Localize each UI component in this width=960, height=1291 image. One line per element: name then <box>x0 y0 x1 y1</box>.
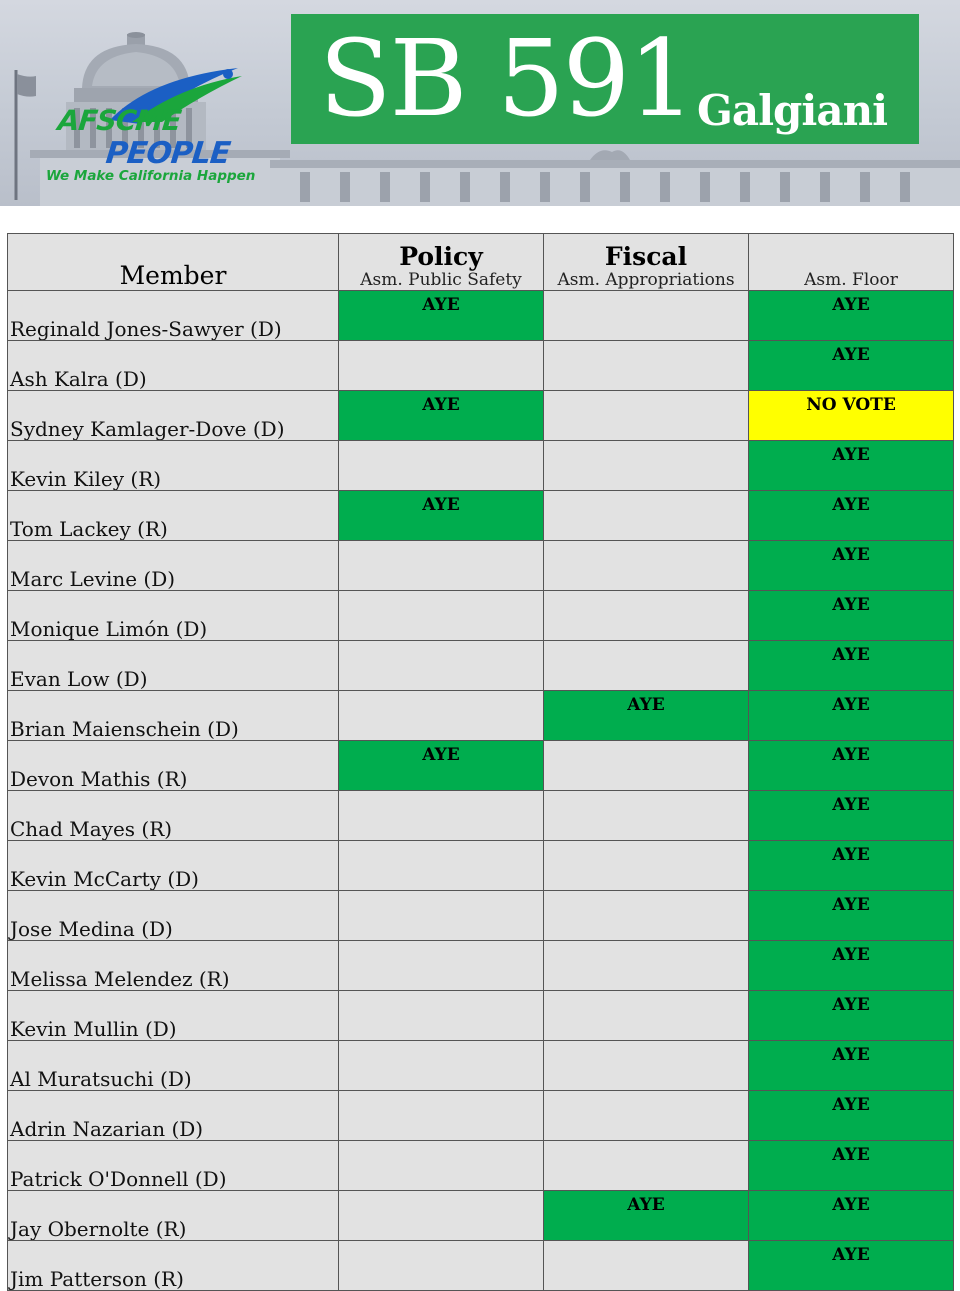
member-column-header: Member <box>8 234 339 291</box>
table-row <box>8 941 954 991</box>
floor-vote-cell: AYE <box>749 691 954 741</box>
member-name: Kevin Kiley (R) <box>8 441 339 491</box>
fiscal-vote-cell <box>544 341 749 391</box>
bill-author: Galgiani <box>697 86 888 135</box>
fiscal-vote-cell <box>544 841 749 891</box>
table-row <box>8 691 954 741</box>
table-row <box>8 1041 954 1091</box>
fiscal-header-committee: Asm. Appropriations <box>557 270 735 290</box>
table-row <box>8 891 954 941</box>
policy-header-committee: Asm. Public Safety <box>360 270 522 290</box>
logo-tagline: We Make California Happen <box>46 168 256 184</box>
fiscal-vote-cell <box>544 1141 749 1191</box>
member-name: Brian Maienschein (D) <box>8 691 339 741</box>
policy-vote-cell <box>339 891 544 941</box>
floor-vote-cell: AYE <box>749 841 954 891</box>
floor-vote-cell: AYE <box>749 491 954 541</box>
policy-vote-cell <box>339 991 544 1041</box>
bill-title-box <box>291 14 919 144</box>
member-name: Melissa Melendez (R) <box>8 941 339 991</box>
vote-table <box>7 233 954 1291</box>
floor-vote-cell: NO VOTE <box>749 391 954 441</box>
policy-vote-cell: AYE <box>339 741 544 791</box>
member-name: Adrin Nazarian (D) <box>8 1091 339 1141</box>
table-row <box>8 791 954 841</box>
member-name: Ash Kalra (D) <box>8 341 339 391</box>
table-row <box>8 591 954 641</box>
member-name: Chad Mayes (R) <box>8 791 339 841</box>
fiscal-vote-cell <box>544 491 749 541</box>
vote-table-body <box>8 291 954 1291</box>
table-row <box>8 1241 954 1291</box>
fiscal-header-title: Fiscal <box>604 242 688 271</box>
fiscal-vote-cell <box>544 941 749 991</box>
floor-vote-cell: AYE <box>749 791 954 841</box>
table-row <box>8 491 954 541</box>
member-name: Jay Obernolte (R) <box>8 1191 339 1241</box>
floor-vote-cell: AYE <box>749 341 954 391</box>
policy-vote-cell <box>339 941 544 991</box>
floor-vote-cell: AYE <box>749 1091 954 1141</box>
fiscal-vote-cell <box>544 791 749 841</box>
table-row <box>8 541 954 591</box>
policy-vote-cell <box>339 691 544 741</box>
fiscal-vote-cell <box>544 1041 749 1091</box>
table-row <box>8 841 954 891</box>
member-name: Jose Medina (D) <box>8 891 339 941</box>
policy-vote-cell <box>339 1141 544 1191</box>
policy-vote-cell <box>339 841 544 891</box>
header-banner <box>0 0 960 206</box>
member-name: Reginald Jones-Sawyer (D) <box>8 291 339 341</box>
fiscal-vote-cell <box>544 1241 749 1291</box>
floor-vote-cell: AYE <box>749 991 954 1041</box>
policy-vote-cell <box>339 1191 544 1241</box>
floor-vote-cell: AYE <box>749 741 954 791</box>
table-row <box>8 341 954 391</box>
fiscal-vote-cell <box>544 1091 749 1141</box>
floor-vote-cell: AYE <box>749 541 954 591</box>
table-row <box>8 1191 954 1241</box>
policy-vote-cell: AYE <box>339 291 544 341</box>
policy-vote-cell <box>339 1241 544 1291</box>
policy-vote-cell <box>339 591 544 641</box>
table-row <box>8 391 954 441</box>
floor-vote-cell: AYE <box>749 291 954 341</box>
fiscal-vote-cell <box>544 291 749 341</box>
member-name: Evan Low (D) <box>8 641 339 691</box>
fiscal-column-header <box>544 234 749 291</box>
table-row <box>8 441 954 491</box>
floor-vote-cell: AYE <box>749 891 954 941</box>
floor-vote-cell: AYE <box>749 1141 954 1191</box>
policy-header-title: Policy <box>399 242 483 271</box>
floor-header-label: Asm. Floor <box>804 270 898 290</box>
policy-vote-cell <box>339 641 544 691</box>
table-row <box>8 741 954 791</box>
table-row <box>8 991 954 1041</box>
floor-vote-cell: AYE <box>749 591 954 641</box>
member-name: Monique Limón (D) <box>8 591 339 641</box>
policy-vote-cell <box>339 791 544 841</box>
fiscal-vote-cell <box>544 391 749 441</box>
member-name: Kevin Mullin (D) <box>8 991 339 1041</box>
member-name: Sydney Kamlager-Dove (D) <box>8 391 339 441</box>
member-name: Patrick O'Donnell (D) <box>8 1141 339 1191</box>
member-name: Devon Mathis (R) <box>8 741 339 791</box>
policy-vote-cell <box>339 341 544 391</box>
policy-vote-cell <box>339 441 544 491</box>
policy-column-header <box>339 234 544 291</box>
policy-vote-cell <box>339 541 544 591</box>
fiscal-vote-cell <box>544 741 749 791</box>
policy-vote-cell <box>339 1041 544 1091</box>
floor-vote-cell: AYE <box>749 1041 954 1091</box>
fiscal-vote-cell <box>544 591 749 641</box>
table-row <box>8 1141 954 1191</box>
bill-number: SB 591 <box>319 17 694 140</box>
member-name: Al Muratsuchi (D) <box>8 1041 339 1091</box>
floor-vote-cell: AYE <box>749 641 954 691</box>
member-name: Kevin McCarty (D) <box>8 841 339 891</box>
table-row <box>8 291 954 341</box>
policy-vote-cell: AYE <box>339 391 544 441</box>
floor-column-header <box>749 234 954 291</box>
fiscal-vote-cell <box>544 541 749 591</box>
table-row <box>8 1091 954 1141</box>
fiscal-vote-cell: AYE <box>544 691 749 741</box>
floor-vote-cell: AYE <box>749 1191 954 1241</box>
floor-vote-cell: AYE <box>749 941 954 991</box>
logo-people-text: PEOPLE <box>104 136 232 171</box>
table-row <box>8 641 954 691</box>
policy-vote-cell <box>339 1091 544 1141</box>
fiscal-vote-cell: AYE <box>544 1191 749 1241</box>
member-name: Jim Patterson (R) <box>8 1241 339 1291</box>
member-name: Tom Lackey (R) <box>8 491 339 541</box>
logo-afscme-text: AFSCME <box>56 104 183 137</box>
fiscal-vote-cell <box>544 441 749 491</box>
floor-vote-cell: AYE <box>749 441 954 491</box>
member-name: Marc Levine (D) <box>8 541 339 591</box>
floor-vote-cell: AYE <box>749 1241 954 1291</box>
fiscal-vote-cell <box>544 991 749 1041</box>
table-header-row <box>8 234 954 291</box>
fiscal-vote-cell <box>544 891 749 941</box>
policy-vote-cell: AYE <box>339 491 544 541</box>
fiscal-vote-cell <box>544 641 749 691</box>
